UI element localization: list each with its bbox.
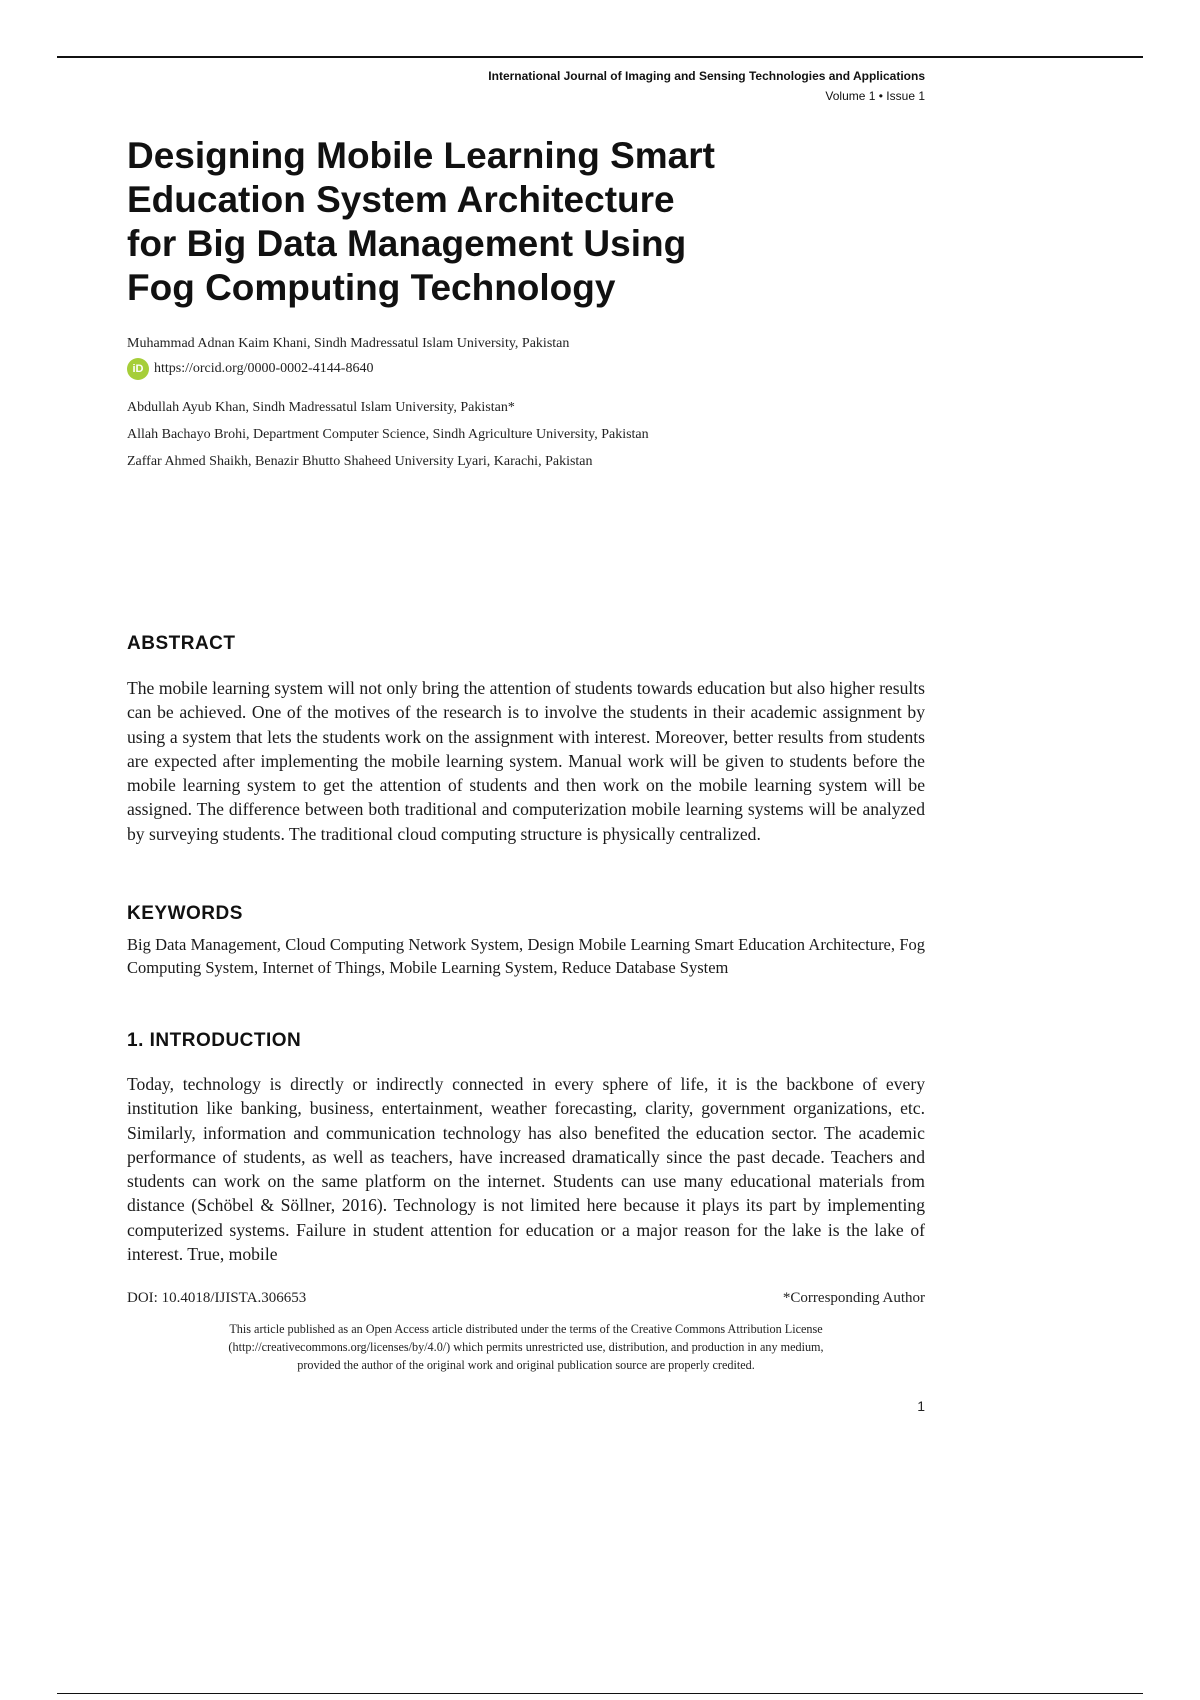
author-1: Muhammad Adnan Kaim Khani, Sindh Madressatul Islam University, Pakistan bbox=[127, 336, 570, 351]
journal-name: International Journal of Imaging and Sensing Technologies and Applications bbox=[488, 69, 925, 83]
corresponding-author-note: *Corresponding Author bbox=[782, 1290, 925, 1306]
title-line: Education System Architecture bbox=[127, 179, 675, 220]
license-notice bbox=[127, 1320, 925, 1374]
keywords-heading: KEYWORDS bbox=[127, 903, 243, 924]
author-2: Abdullah Ayub Khan, Sindh Madressatul Islam University, Pakistan* bbox=[127, 400, 515, 415]
license-line: This article published as an Open Access article distributed under the terms of the Creative Commons Attribution License bbox=[229, 1322, 823, 1336]
volume-issue: Volume 1 • Issue 1 bbox=[825, 89, 925, 103]
introduction-heading: 1. INTRODUCTION bbox=[127, 1030, 302, 1051]
author-3: Allah Bachayo Brohi, Department Computer Science, Sindh Agriculture University, Pakistan bbox=[127, 427, 649, 442]
abstract-heading: ABSTRACT bbox=[127, 633, 236, 654]
doi[interactable]: DOI: 10.4018/IJISTA.306653 bbox=[127, 1290, 307, 1306]
footer-rule bbox=[57, 1693, 1143, 1694]
title-line: Fog Computing Technology bbox=[127, 267, 616, 308]
journal-header bbox=[488, 66, 925, 106]
page-number: 1 bbox=[917, 1398, 925, 1414]
license-line: provided the author of the original work and original publication source are properly credited. bbox=[297, 1358, 755, 1372]
orcid-icon: iD bbox=[127, 358, 149, 380]
footer-row bbox=[127, 1290, 925, 1307]
orcid-row bbox=[127, 358, 373, 380]
license-line: (http://creativecommons.org/licenses/by/4.0/) which permits unrestricted use, distribution, and production in any medium, bbox=[228, 1340, 824, 1354]
article-title bbox=[127, 134, 807, 310]
keywords-text: Big Data Management, Cloud Computing Network System, Design Mobile Learning Smart Education Architecture, Fog Computing System, Internet of Things, Mobile Learning System, Reduce Database System bbox=[127, 935, 925, 977]
header-rule bbox=[57, 56, 1143, 58]
introduction-text: Today, technology is directly or indirectly connected in every sphere of life, it is the backbone of every institution like banking, business, entertainment, weather forecasting, clarity, government organizations, etc. Similarly, information and communication technology has also benefited the education sector. The academic performance of students, as well as teachers, have increased dramatically since the past decade. Teachers and students can work on the same platform on the internet. Students can use many educational materials from distance (Schöbel & Söllner, 2016). Technology is not limited here because it plays its part by implementing computerized systems. Failure in student attention for education or a major reason for the lake is the lake of interest. True, mobile bbox=[127, 1074, 925, 1265]
title-line: Designing Mobile Learning Smart bbox=[127, 135, 715, 176]
abstract-text: The mobile learning system will not only bring the attention of students towards education but also higher results can be achieved. One of the motives of the research is to involve the students in their academic assignment by using a system that lets the students work on the assignment with interest. Moreover, better results from students are expected after implementing the mobile learning system. Manual work will be given to students before the mobile learning system to get the attention of students and then work on the mobile learning system will be assigned. The difference between both traditional and computerization mobile learning systems will be analyzed by surveying students. The traditional cloud computing structure is physically centralized. bbox=[127, 678, 925, 844]
title-line: for Big Data Management Using bbox=[127, 223, 687, 264]
orcid-link[interactable]: https://orcid.org/0000-0002-4144-8640 bbox=[154, 361, 374, 376]
author-4: Zaffar Ahmed Shaikh, Benazir Bhutto Shaheed University Lyari, Karachi, Pakistan bbox=[127, 454, 593, 469]
